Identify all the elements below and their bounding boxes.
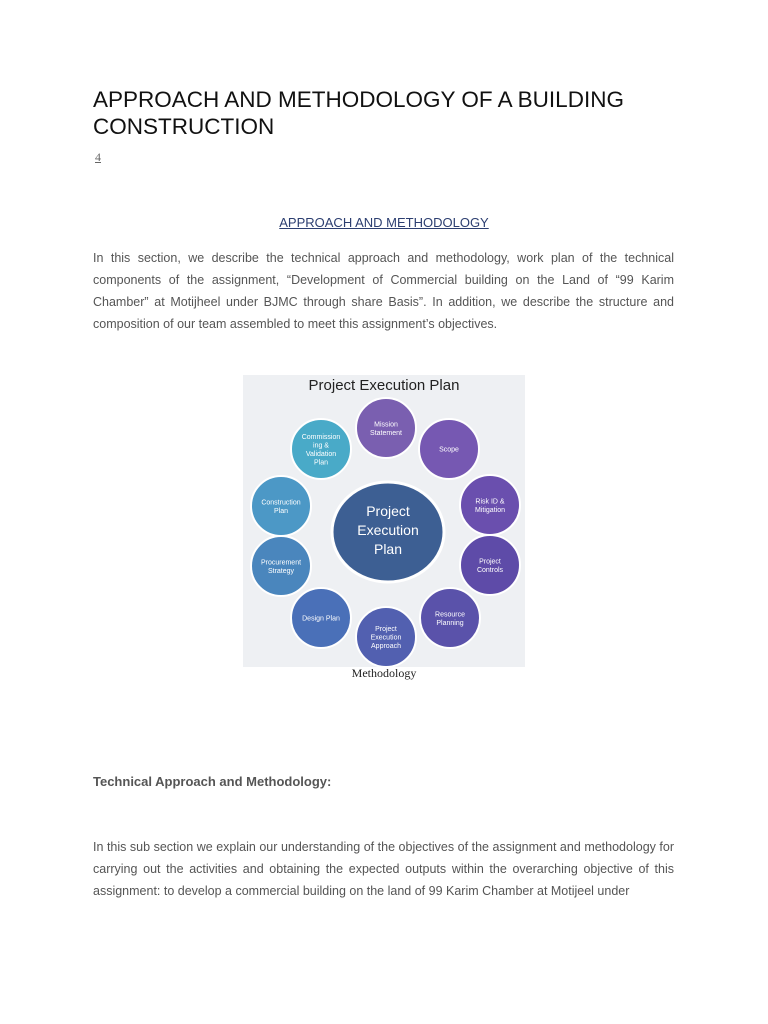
diagram-node [460,535,520,595]
document-title: APPROACH AND METHODOLOGY OF A BUILDING CONSTRUCTION [93,87,624,139]
diagram-node [251,536,311,596]
diagram-node [419,419,479,479]
svg-text:ing &: ing & [313,442,329,450]
svg-text:Procurement: Procurement [260,559,302,567]
diagram-svg [243,375,525,667]
svg-text:Approach: Approach [371,643,401,650]
svg-text:Mission: Mission [374,421,398,429]
svg-text:Risk ID &: Risk ID & [475,498,505,506]
diagram-node [291,419,351,479]
svg-text:Project: Project [375,626,397,633]
svg-text:Controls: Controls [476,566,504,574]
svg-text:Resource: Resource [435,611,465,619]
diagram-node [251,476,311,536]
svg-text:Plan: Plan [273,507,289,515]
center-node [332,482,444,582]
diagram-node [356,398,416,458]
svg-text:Design Plan: Design Plan [302,615,340,623]
svg-text:Plan: Plan [373,541,403,557]
svg-text:Execution: Execution [370,634,402,642]
figure-caption: Methodology [351,666,417,680]
svg-text:Plan: Plan [313,459,329,467]
svg-text:Mitigation: Mitigation [475,506,505,514]
svg-text:Project: Project [366,503,410,519]
svg-text:Execution: Execution [357,522,419,538]
svg-text:Strategy: Strategy [267,567,295,575]
svg-text:Scope: Scope [439,446,459,454]
figure-heading: Project Execution Plan [308,377,460,394]
diagram-node [420,588,480,648]
svg-text:Statement: Statement [370,429,402,437]
footnote-link[interactable]: 4 [95,150,101,164]
project-execution-plan-figure [243,375,525,667]
svg-text:Planning: Planning [436,619,464,627]
diagram-node [291,588,351,648]
svg-text:Commission: Commission [301,433,341,441]
diagram-node [460,475,520,535]
section-heading-link[interactable]: APPROACH AND METHODOLOGY [279,215,489,230]
svg-text:Construction: Construction [261,499,301,507]
svg-text:Validation: Validation [305,450,337,458]
svg-text:Project: Project [479,558,501,566]
diagram-node [356,607,416,667]
subsection-heading: Technical Approach and Methodology: [93,774,332,789]
subsection-paragraph: In this sub section we explain our understanding of the objectives of the assignment and methodology for carrying out the activities and obtaining the expected outputs within the overarching objective of this assignment: to develop a commercial building on the land of 99 Karim Chamber at Motijeel under [93,840,674,898]
intro-paragraph: In this section, we describe the technical approach and methodology, work plan of the technical components of the assignment, “Development of Commercial building on the Land of “99 Karim Chamber” at Motijheel under BJMC through share Basis”. In addition, we describe the structure and composition of our team assembled to meet this assignment’s objectives. [93,251,674,331]
